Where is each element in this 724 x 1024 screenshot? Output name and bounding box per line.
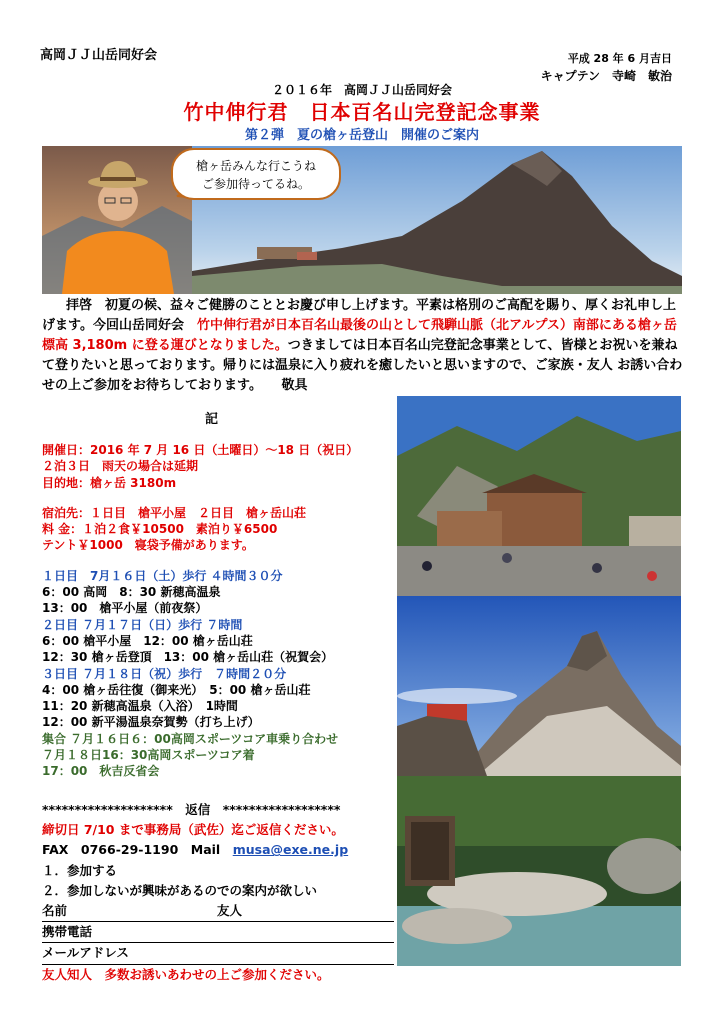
contact-line: FAX 0766-29-1190 Mail musa@exe.ne.jp (42, 842, 349, 858)
speech-bubble (172, 149, 340, 199)
party-info: 17：00 秋吉反省会 (42, 764, 160, 779)
event-destination: 目的地：槍ヶ岳 3180m (42, 475, 177, 490)
phone-field-row[interactable] (42, 922, 394, 943)
schedule-day1: １日目 7月１６日（土）歩行 ４時間３０分 (42, 568, 283, 583)
name-field-row[interactable] (42, 901, 394, 922)
lodging: 宿泊先：１日目 槍平小屋 ２日目 槍ヶ岳山荘 (42, 505, 307, 520)
schedule-item: 13：00 槍平小屋（前夜祭） (42, 601, 208, 616)
friend-label: 友人 (217, 903, 243, 919)
phone-label: 携帯電話 (42, 924, 93, 940)
page-subtitle: 第２弾 夏の槍ヶ岳登山 開催のご案内 (244, 128, 479, 143)
name-label: 名前 (42, 903, 68, 919)
schedule-item: 12：30 槍ヶ岳登頂 13：00 槍ヶ岳山荘（祝賀会） (42, 650, 334, 665)
bubble-text-2: ご参加待ってるね。 (201, 177, 311, 191)
photo-peak (397, 596, 681, 776)
event-date: 開催日：2016 年 7 月 16 日（土曜日）～18 日（祝日） (42, 443, 359, 457)
photo-onsen (397, 776, 681, 966)
meeting-info: 集合 ７月１６日６：00高岡スポーツコア車乗り合わせ (42, 731, 339, 746)
bubble-text-1: 槍ヶ岳みんな行こうね (195, 159, 317, 173)
schedule-item: 12：00 新平湯温泉奈賀勢（打ち上げ） (42, 715, 260, 730)
event-details (42, 442, 392, 780)
schedule-item: 4：00 槍ヶ岳往復（御来光） 5：00 槍ヶ岳山荘 (42, 682, 311, 697)
reply-header: ******************** 返信 ****************** (42, 802, 341, 817)
option-attend: １．参加する (42, 862, 118, 878)
banner-scene (42, 146, 682, 294)
schedule-day3: ３日目 ７月１８日（祝）歩行 ７時間２０分 (42, 666, 287, 681)
schedule-item: 11：20 新穂高温泉（入浴） 1時間 (42, 699, 238, 714)
deadline: 締切日 7/10 まで事務局（武佐）迄ご返信ください。 (42, 822, 344, 838)
banner-image (42, 146, 682, 294)
photo-column (397, 396, 681, 966)
captain-line: キャプテン 寺崎 敏治 (540, 69, 672, 83)
year-line: ２０１６年 高岡ＪＪ山岳同好会 (271, 83, 452, 97)
event-nights: ２泊３日 雨天の場合は延期 (42, 459, 199, 474)
intro-paragraph: 拝啓 初夏の候、益々ご健勝のこととお慶び申し上げます。平素は格別のご高配を賜り、厚くお礼申し上げます。今回山岳同好会 竹中伸行君が日本百名山最後の山として飛騨山脈（北アルプス）南部にある槍ヶ岳標高 3,180m に登る運びとなりました。つきましては日本百名山完登記念事業として、皆様とお祝いを兼ねて登りたいと思っております。帰りには温泉に入り疲れを癒したいと思いますので、ご家族・友人 お誘い合わせの上ご参加をお待ちしております。 敬具 (42, 298, 683, 393)
org-name: 高岡ＪＪ山岳同好会 (40, 48, 158, 63)
schedule-item: 6：00 槍平小屋 12：00 槍ヶ岳山荘 (42, 633, 253, 648)
schedule-item: 6：00 高岡 8：30 新穂高温泉 (42, 585, 221, 600)
schedule-day2: ２日目 ７月１７日（日）歩行 ７時間 (42, 617, 243, 632)
footer-note: 友人知人 多数お誘いあわせの上ご参加ください。 (42, 966, 330, 982)
photo-hut (397, 396, 681, 596)
email-field-row[interactable] (42, 943, 394, 964)
email-label: メールアドレス (42, 945, 129, 961)
fee: 料 金：１泊２食￥10500 素泊り￥6500 (42, 522, 278, 537)
tent-info: テント￥1000 寝袋予備があります。 (42, 538, 254, 553)
email-link[interactable]: musa@exe.ne.jp (232, 842, 349, 858)
reply-section (42, 800, 394, 985)
page-title: 竹中伸行君 日本百名山完登記念事業 (183, 100, 541, 124)
issue-date: 平成 28 年 6 月吉日 (567, 52, 672, 65)
ki-heading: 記 (205, 412, 219, 427)
return-info: ７月１８日16：30高岡スポーツコア着 (42, 748, 255, 763)
option-interested: ２．参加しないが興味があるのでの案内が欲しい (42, 882, 318, 898)
